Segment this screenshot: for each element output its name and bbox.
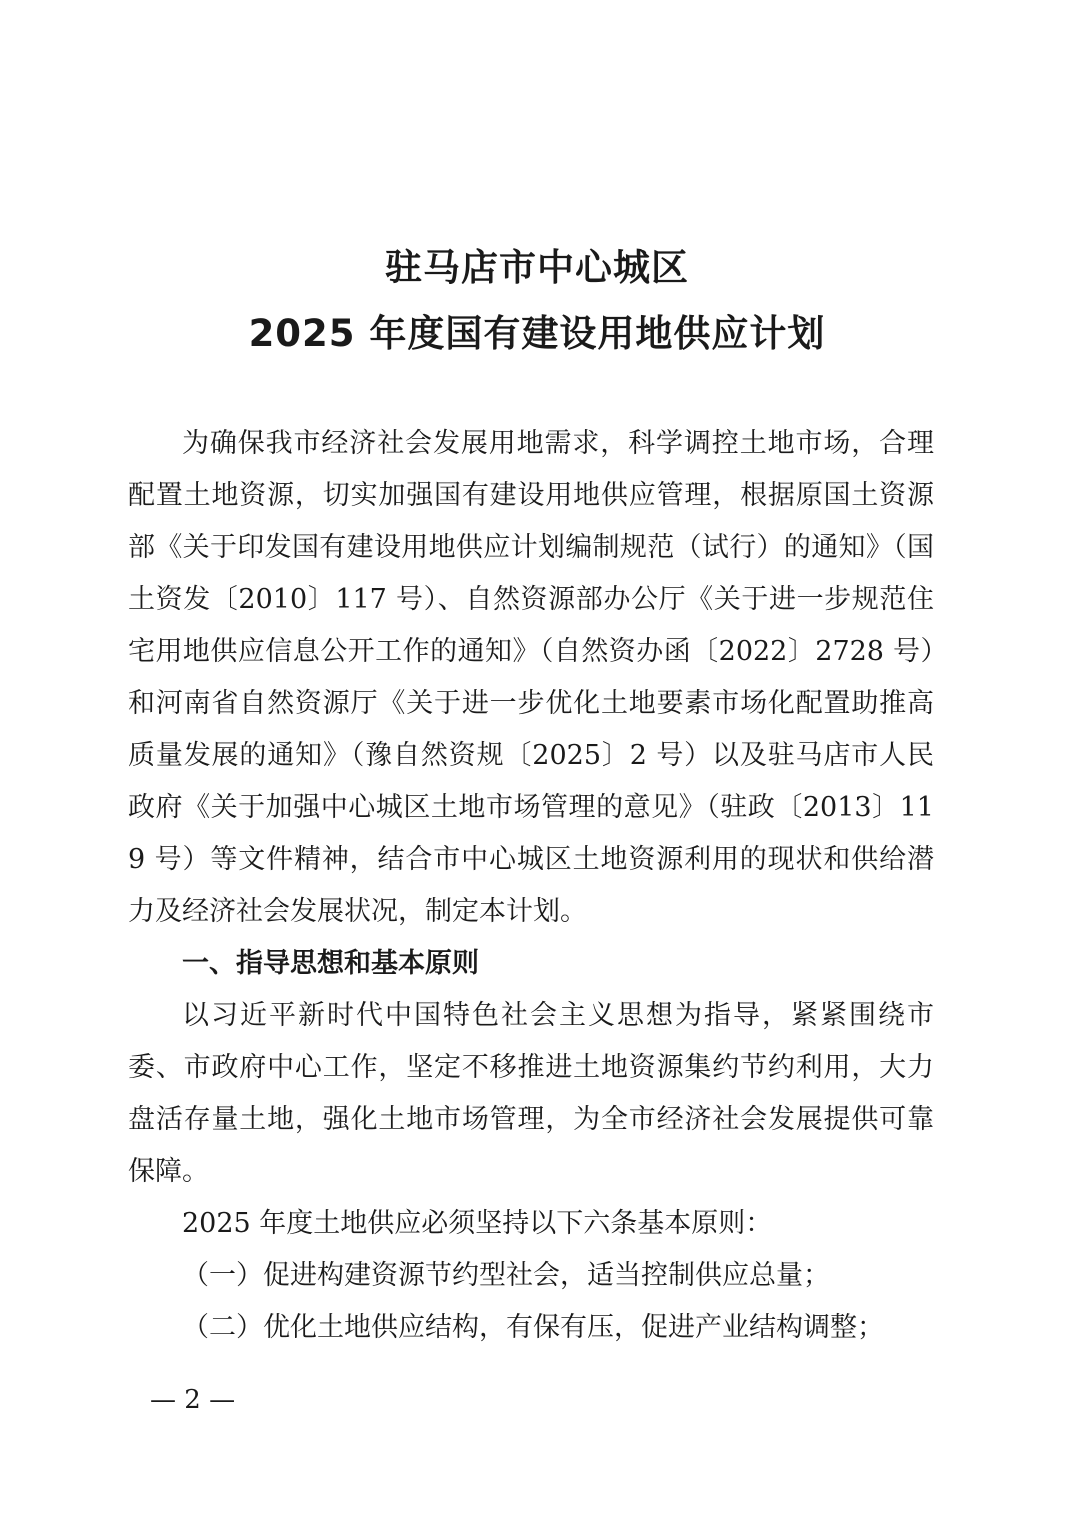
- document-body: [128, 418, 934, 1354]
- section-heading-guiding-principles: 一、指导思想和基本原则: [182, 948, 479, 979]
- principle-item-2: （二）优化土地供应结构，有保有压，促进产业结构调整；: [182, 1312, 884, 1343]
- intro-paragraph: 为确保我市经济社会发展用地需求，科学调控土地市场，合理配置土地资源，切实加强国有建设用地供应管理，根据原国土资源部《关于印发国有建设用地供应计划编制规范（试行）的通知》（国土资发〔2010〕117 号）、自然资源部办公厅《关于进一步规范住宅用地供应信息公开工作的通知》（自然资办函〔2022〕2728 号）和河南省自然资源厅《关于进一步优化土地要素市场化配置助推高质量发展的通知》（豫自然资规〔2025〕2 号）以及驻马店市人民政府《关于加强中心城区土地市场管理的意见》（驻政〔2013〕119 号）等文件精神，结合市中心城区土地资源利用的现状和供给潜力及经济社会发展状况，制定本计划。: [128, 428, 934, 927]
- principle-item-1: （一）促进构建资源节约型社会，适当控制供应总量；: [182, 1260, 830, 1291]
- guiding-ideology-paragraph: 以习近平新时代中国特色社会主义思想为指导，紧紧围绕市委、市政府中心工作，坚定不移推进土地资源集约节约利用，大力盘活存量土地，强化土地市场管理，为全市经济社会发展提供可靠保障。: [128, 1000, 934, 1187]
- page-number: — 2 —: [150, 1385, 236, 1415]
- document-title-line2: 2025 年度国有建设用地供应计划: [248, 312, 826, 355]
- principles-intro-paragraph: 2025 年度土地供应必须坚持以下六条基本原则：: [182, 1208, 773, 1239]
- document-title-line1: 驻马店市中心城区: [385, 246, 689, 289]
